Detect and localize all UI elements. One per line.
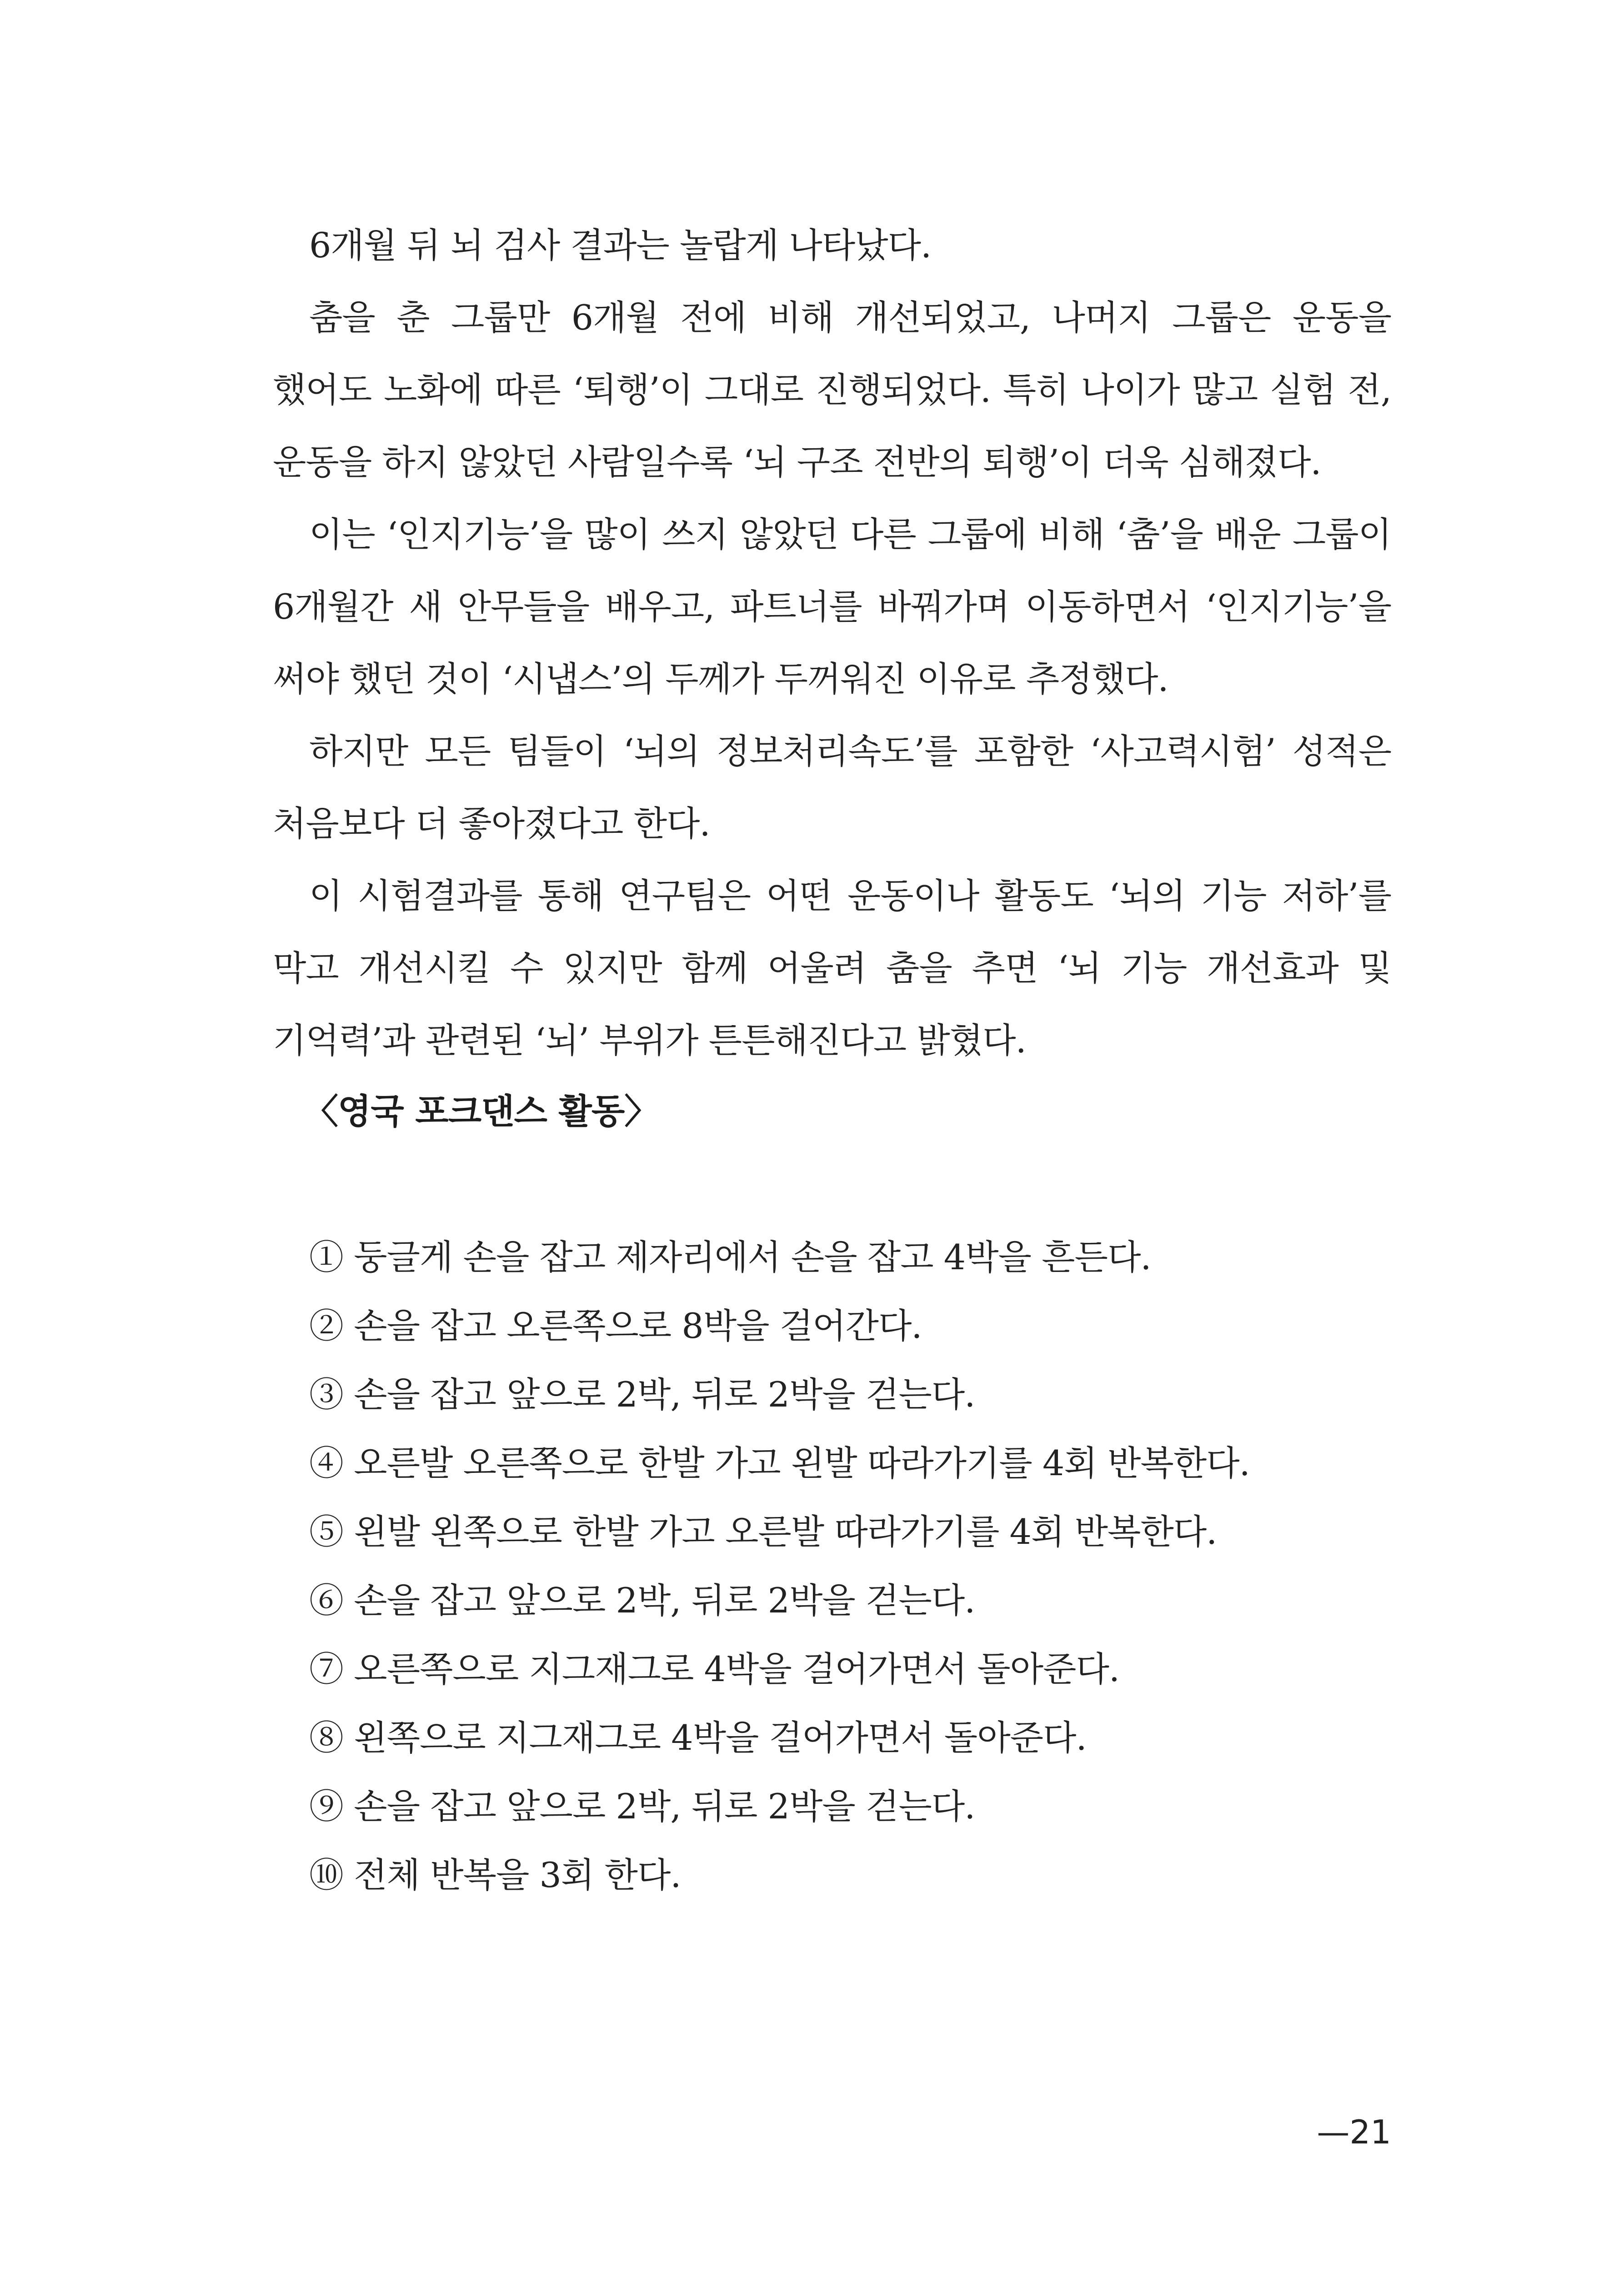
paragraph-result: 6개월 뒤 뇌 검사 결과는 놀랍게 나타났다. (309, 225, 932, 265)
page-number: —21 (1317, 2113, 1391, 2151)
list-item: ⑤ 왼발 왼쪽으로 한발 가고 오른발 따라가기를 4회 반복한다. (309, 1512, 1217, 1552)
list-item: ④ 오른발 오른쪽으로 한발 가고 왼발 따라가기를 4회 반복한다. (309, 1443, 1250, 1483)
paragraph-conclusion: 이 시험결과를 통해 연구팀은 어떤 운동이나 활동도 ‘뇌의 기능 저하’를 막고 개선시킬 수 있지만 함께 어울려 춤을 추면 ‘뇌 기능 개선효과 및 기억력’과 관련된 ‘뇌’ 부위가 튼튼해진다고 밝혔다. (273, 876, 1391, 1061)
paragraph-thinking-test: 하지만 모든 팀들이 ‘뇌의 정보처리속도’를 포함한 ‘사고력시험’ 성적은 처음보다 더 좋아졌다고 한다. (273, 731, 1391, 844)
section-title: 〈영국 포크댄스 활동〉 (304, 1091, 659, 1131)
paragraph-dance-group: 춤을 춘 그룹만 6개월 전에 비해 개선되었고, 나머지 그룹은 운동을 했어도 노화에 따른 ‘퇴행’이 그대로 진행되었다. 특히 나이가 많고 실험 전, 운동을 하지 않았던 사람일수록 ‘뇌 구조 전반의 퇴행’이 더욱 심해졌다. (273, 297, 1391, 482)
list-item: ⑦ 오른쪽으로 지그재그로 4박을 걸어가면서 돌아준다. (309, 1649, 1120, 1689)
list-item: ⑥ 손을 잡고 앞으로 2박, 뒤로 2박을 걷는다. (309, 1580, 975, 1621)
body-text (273, 209, 1391, 1076)
list-item: ⑨ 손을 잡고 앞으로 2박, 뒤로 2박을 걷는다. (309, 1786, 975, 1827)
list-item: ③ 손을 잡고 앞으로 2박, 뒤로 2박을 걷는다. (309, 1374, 975, 1415)
list-item: ① 둥글게 손을 잡고 제자리에서 손을 잡고 4박을 흔든다. (309, 1237, 1151, 1277)
paragraph-cognitive-function: 이는 ‘인지기능’을 많이 쓰지 않았던 다른 그룹에 비해 ‘춤’을 배운 그룹이 6개월간 새 안무들을 배우고, 파트너를 바꿔가며 이동하면서 ‘인지기능’을 써야 했던 것이 ‘시냅스’의 두께가 두꺼워진 이유로 추정했다. (273, 514, 1391, 699)
list-item: ⑧ 왼쪽으로 지그재그로 4박을 걸어가면서 돌아준다. (309, 1717, 1087, 1758)
list-item: ② 손을 잡고 오른쪽으로 8박을 걸어간다. (309, 1306, 922, 1346)
list-item: ⑩ 전체 반복을 3회 한다. (309, 1855, 681, 1895)
dance-steps-list (309, 1223, 1355, 1909)
